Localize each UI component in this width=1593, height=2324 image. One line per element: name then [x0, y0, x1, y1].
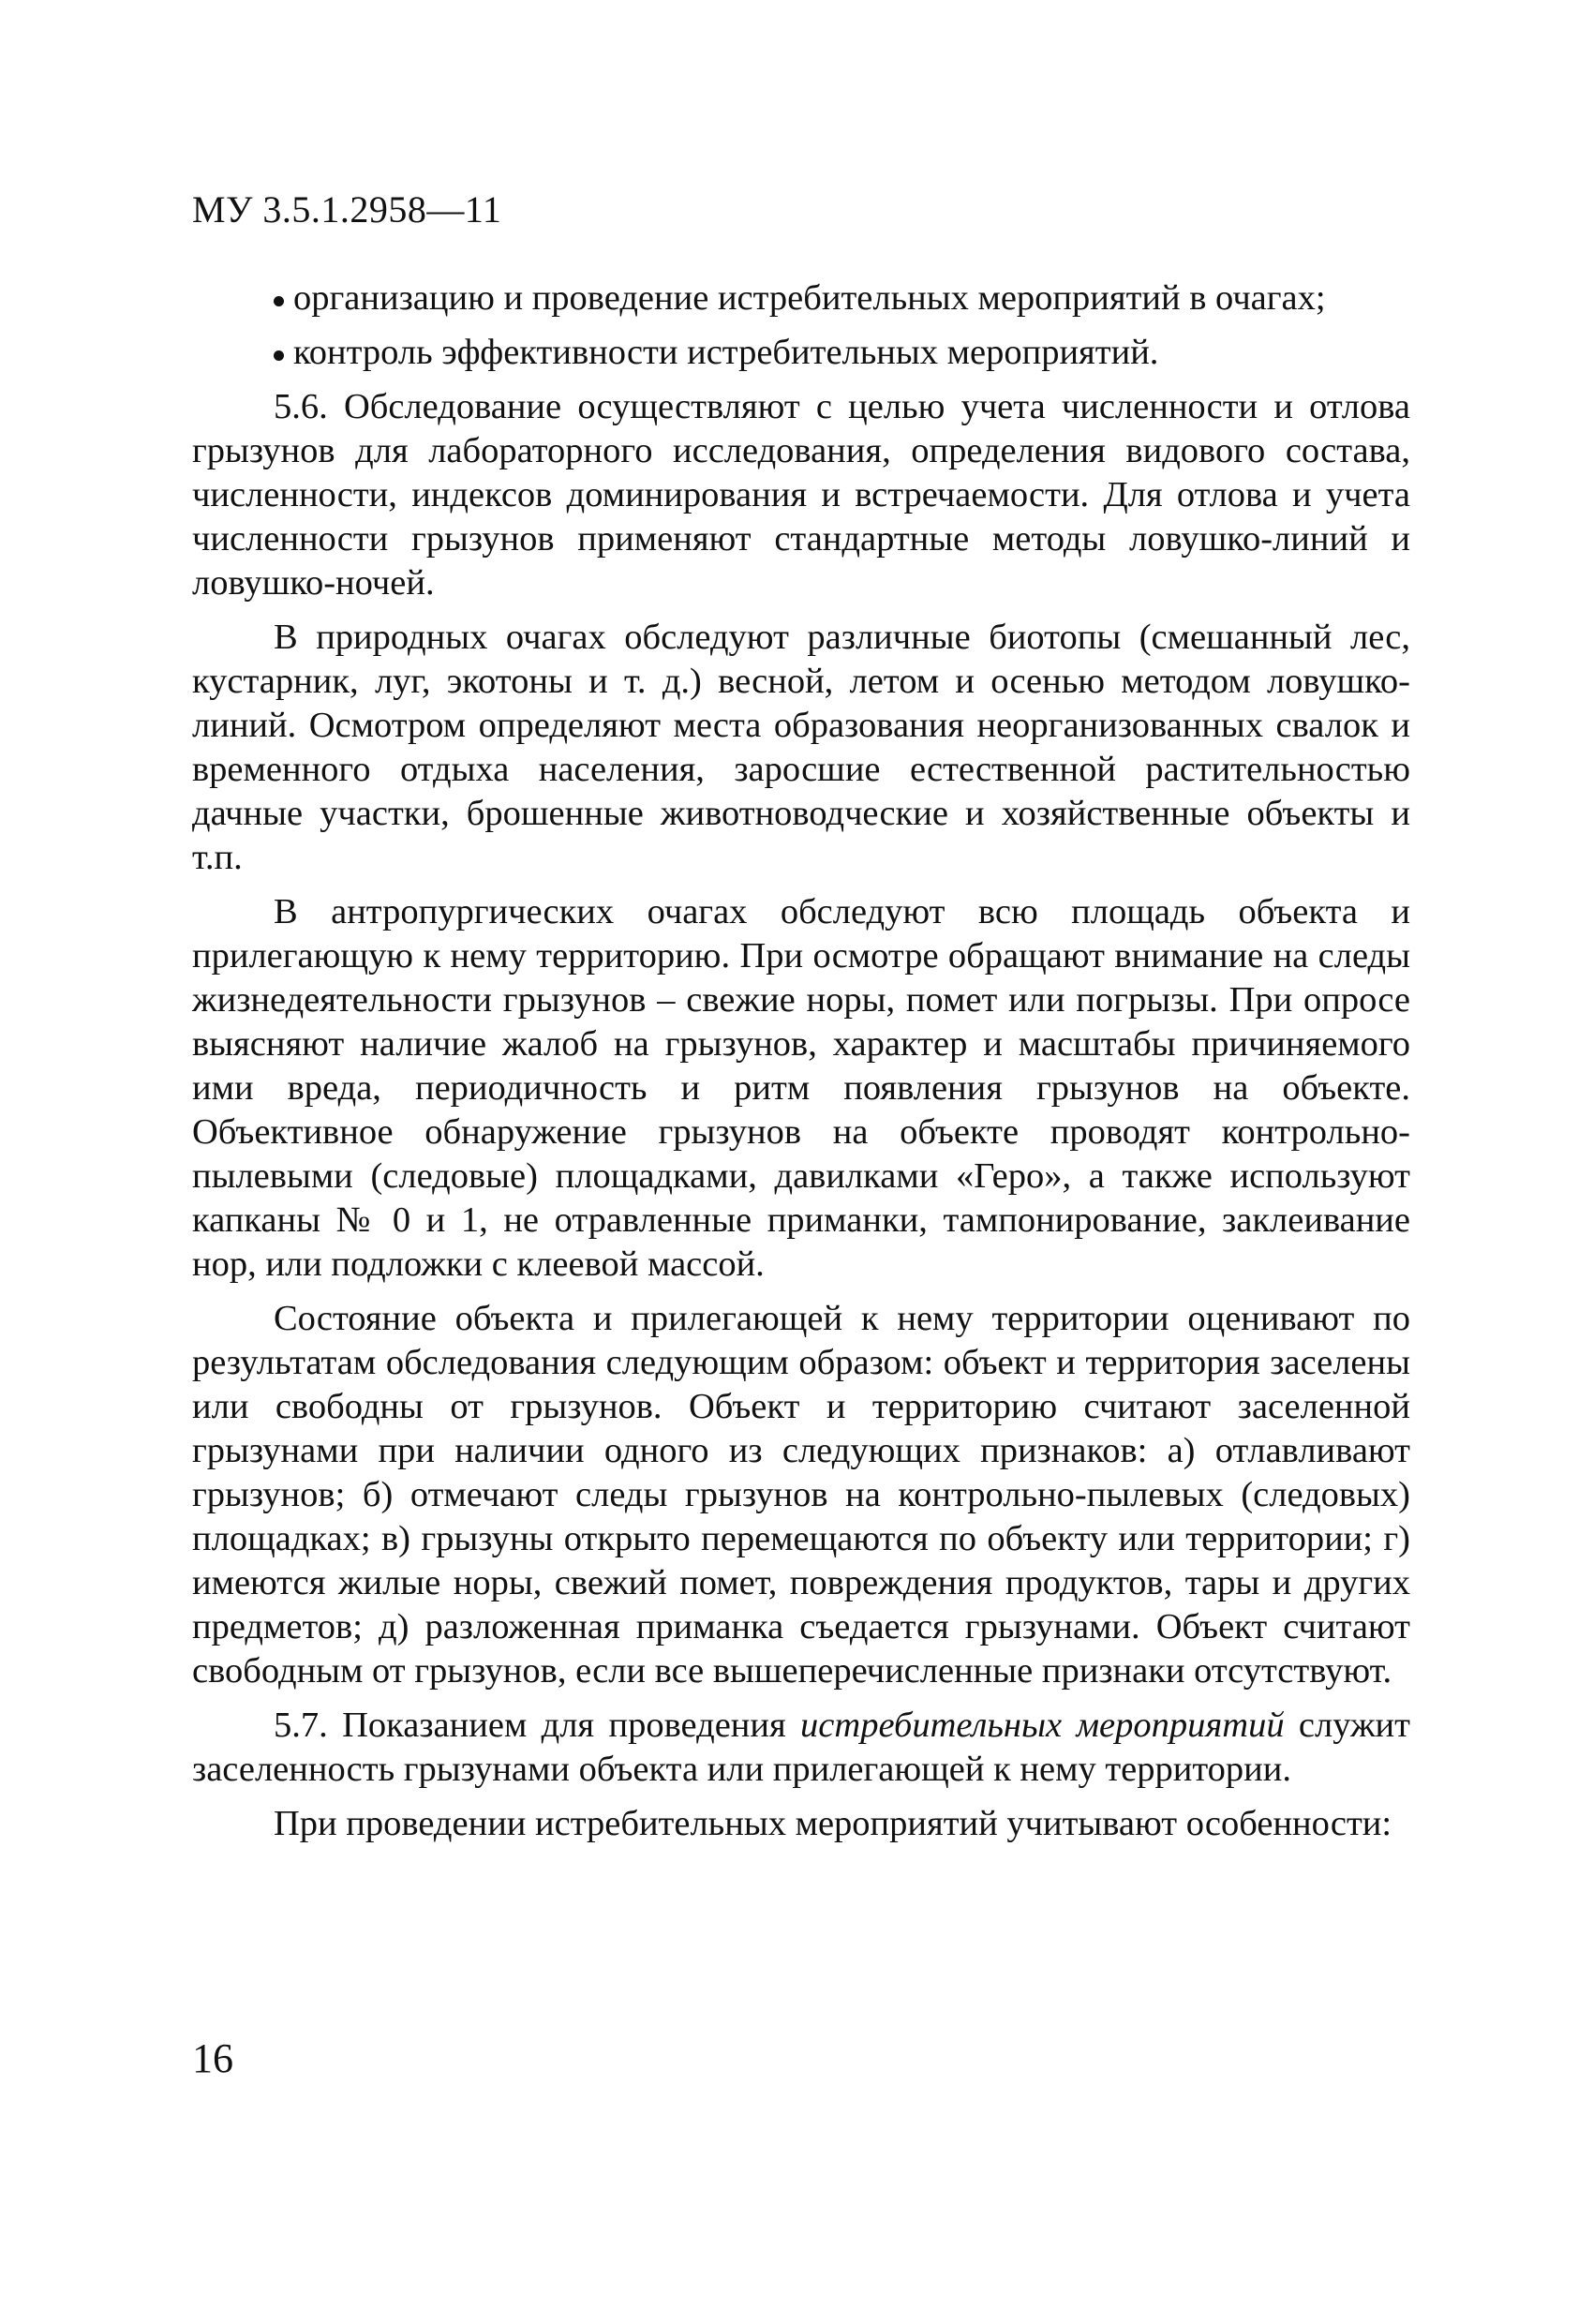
paragraph-object-state: Состояние объекта и прилегающей к нему территории оценивают по результатам обследования следующим образом: объект и территория заселены или свободны от грызунов. Объект и территорию считают заселенной грызунами при наличии одного из следующих признаков: а) отлавливают грызунов; б) отмечают следы грызунов на контрольно-пылевых (следовых) площадках; в) грызуны открыто перемещаются по объекту или территории; г) имеются жилые норы, свежий помет, повреждения продуктов, тары и других предметов; д) разложенная приманка съедается грызунами. Объект считают свободным от грызунов, если все вышеперечисленные признаки отсутствуют. — [192, 1299, 1410, 1691]
paragraph-5-7-start: 5.7. Показанием для проведения — [274, 1706, 801, 1745]
paragraph-5-7-end: служит заселенность грызунами объекта или прилегающей к нему территории. — [192, 1706, 1410, 1789]
page-number: 16 — [192, 2035, 233, 2081]
bullet-item-2 — [192, 331, 1410, 375]
bullet-icon — [274, 350, 284, 361]
document-body — [192, 276, 1410, 1856]
paragraph-5-7-emphasis: истребительных мероприятий — [800, 1706, 1285, 1745]
paragraph-natural-foci: В природных очагах обследуют различные биотопы (смешанный лес, кустарник, луг, экотоны и т. д.) весной, летом и осенью методом ловушко-линий. Осмотром определяют места образования неорганизованных свалок и временного отдыха населения, заросшие естественной растительностью дачные участки, брошенные животноводческие и хозяйственные объекты и т.п. — [192, 618, 1410, 877]
bullet-item-1 — [192, 276, 1410, 320]
bullet-text: контроль эффективности истребительных мероприятий. — [293, 333, 1159, 372]
bullet-text: организацию и проведение истребительных мероприятий в очагах; — [293, 278, 1326, 318]
paragraph-extermination-features: При проведении истребительных мероприятий учитывают особенности: — [274, 1804, 1392, 1843]
bullet-icon — [274, 296, 284, 306]
document-header: МУ 3.5.1.2958—11 — [192, 188, 502, 231]
paragraph-anthropurgic-foci: В антропургических очагах обследуют всю площадь объекта и прилегающую к нему территорию. При осмотре обращают внимание на следы жизнедеятельности грызунов – свежие норы, помет или погрызы. При опросе выясняют наличие жалоб на грызунов, характер и масштабы причиняемого ими вреда, периодичность и ритм появления грызунов на объекте. Объективное обнаружение грызунов на объекте проводят контрольно-пылевыми (следовые) площадками, давилками «Геро», а также используют капканы № 0 и 1, не отравленные приманки, тампонирование, заклеивание нор, или подложки с клеевой массой. — [192, 892, 1410, 1284]
paragraph-5-6: 5.6. Обследование осуществляют с целью учета численности и отлова грызунов для лабораторного исследования, определения видового состава, численности, индексов доминирования и встречаемости. Для отлова и учета численности грызунов применяют стандартные методы ловушко-линий и ловушко-ночей. — [192, 387, 1410, 603]
paragraph-5-7 — [192, 1704, 1410, 1792]
